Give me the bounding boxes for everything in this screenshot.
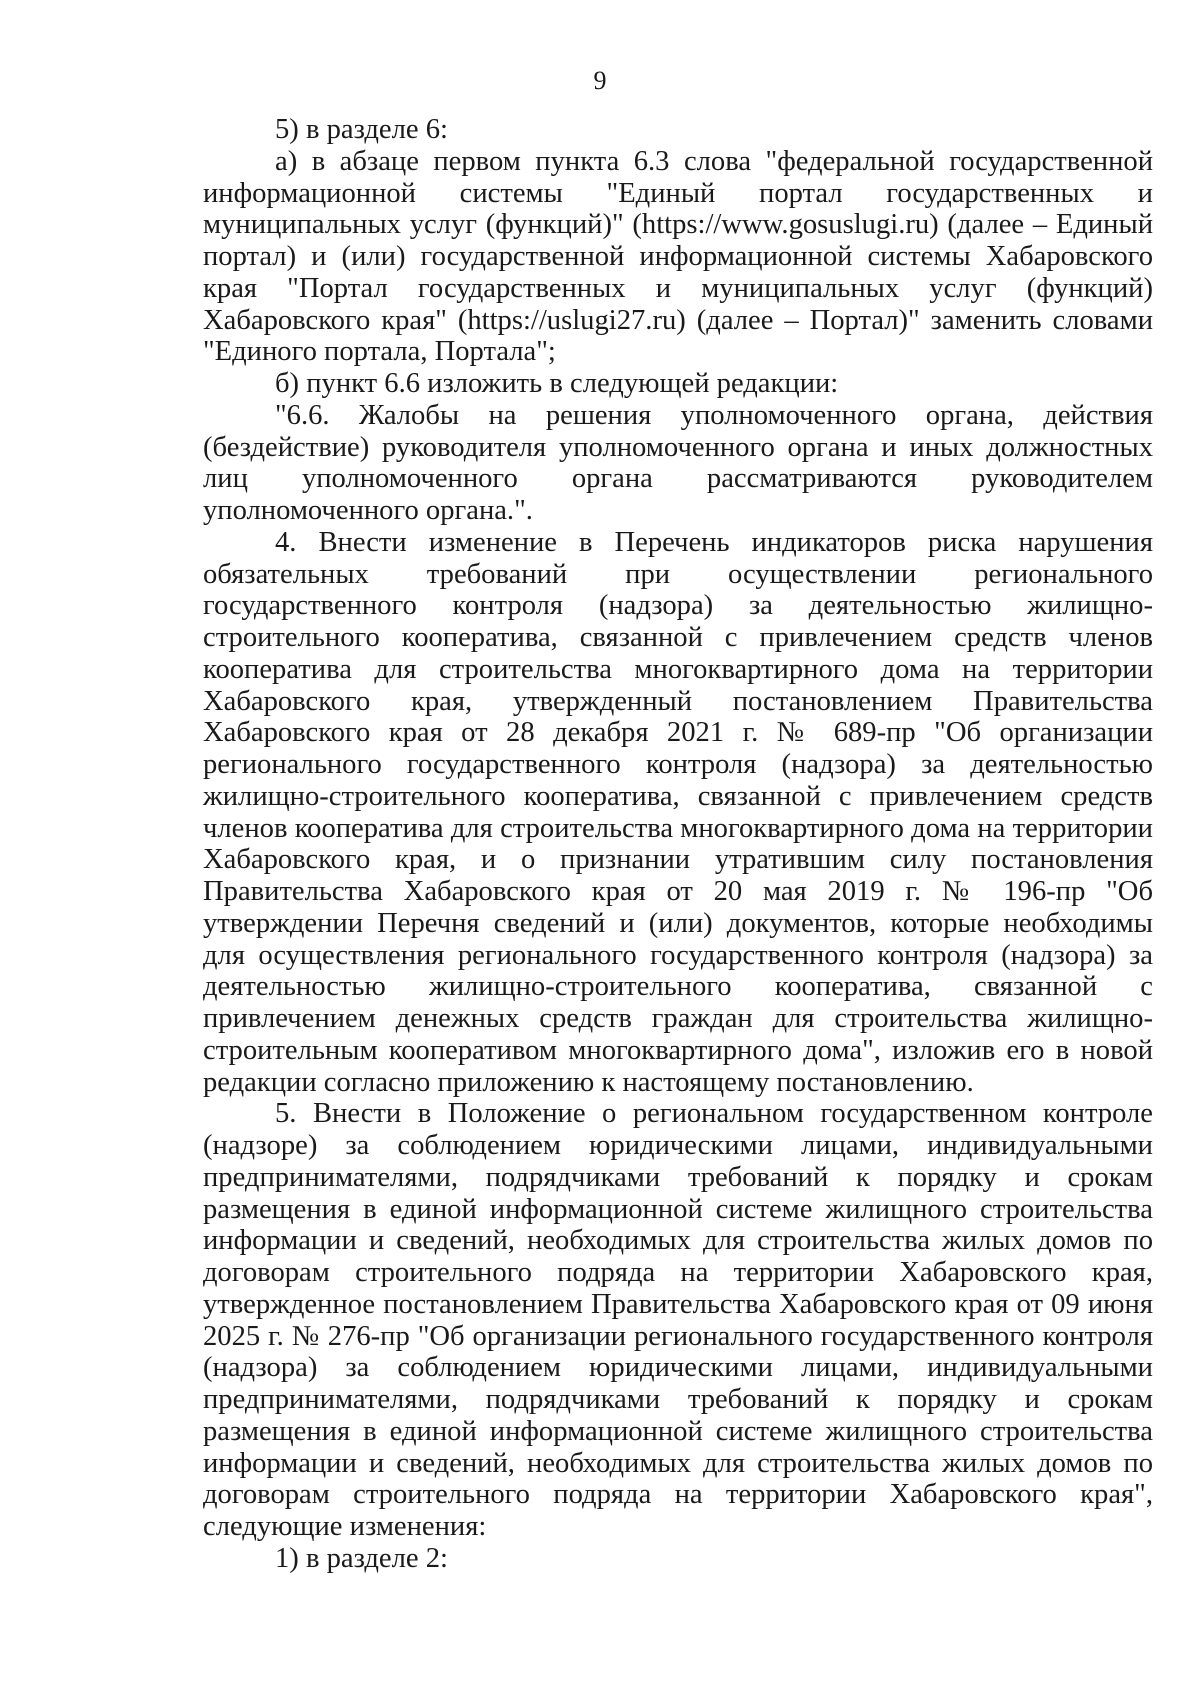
paragraph-point-4: 4. Внести изменение в Перечень индикаторов риска нарушения обязательных требований при осуществлении регионального государственного контроля (надзора) за деятельностью жилищно-строительного кооператива, связанной с привлечением средств членов кооператива для строительства многоквартирного дома на территории Хабаровского края, утвержденный постановлением Правительства Хабаровского края от 28 декабря 2021 г. № 689-пр "Об организации регионального государственного контроля (надзора) за деятельностью жилищно-строительного кооператива, связанной с привлечением средств членов кооператива для строительства многоквартирного дома на территории Хабаровского края, и о признании утратившим силу постановления Правительства Хабаровского края от 20 мая 2019 г. № 196-пр "Об утверждении Перечня сведений и (или) документов, которые необходимы для осуществления регионального государственного контроля (надзора) за деятельностью жилищно-строительного кооператива, связанной с привлечением денежных средств граждан для строительства жилищно-строительным кооперативом многоквартирного дома", изложив его в новой редакции согласно приложению к настоящему постановлению. [203, 526, 1153, 1098]
paragraph-point-5: 5. Внести в Положение о региональном государственном контроле (надзоре) за соблюдением юридическими лицами, индивидуальными предпринимателями, подрядчиками требований к порядку и срокам размещения в единой информационной системе жилищного строительства информации и сведений, необходимых для строительства жилых домов по договорам строительного подряда на территории Хабаровского края, утвержденное постановлением Правительства Хабаровского края от 09 июня 2025 г. № 276-пр "Об организации регионального государственного контроля (надзора) за соблюдением юридическими лицами, индивидуальными предпринимателями, подрядчиками требований к порядку и срокам размещения в единой информационной системе жилищного строительства информации и сведений, необходимых для строительства жилых домов по договорам строительного подряда на территории Хабаровского края", следующие изменения: [203, 1098, 1153, 1542]
paragraph-section-2-heading: 1) в разделе 2: [275, 1542, 448, 1574]
paragraph-subitem-a: а) в абзаце первом пункта 6.3 слова "федеральной государственной информационной системы "Единый портал государственных и муниципальных услуг (функций)" (https://www.gosuslugi.ru) (далее – Единый портал) и (или) государственной информационной системы Хабаровского края "Портал государственных и муниципальных услуг (функций) Хабаровского края" (https://uslugi27.ru) (далее – Портал)" заменить словами "Единого портала, Портала"; [203, 145, 1153, 368]
paragraph-section-6-heading: 5) в разделе 6: [275, 114, 448, 145]
paragraph-item-6-6-text: "6.6. Жалобы на решения уполномоченного органа, действия (бездействие) руководителя уполномоченного органа и иных должностных лиц уполномоченного органа рассматриваются руководителем уполномоченного органа.". [203, 399, 1153, 526]
page-number: 9 [593, 66, 607, 95]
paragraph-subitem-b: б) пункт 6.6 изложить в следующей редакции: [275, 368, 839, 399]
document-body [203, 114, 1153, 1575]
